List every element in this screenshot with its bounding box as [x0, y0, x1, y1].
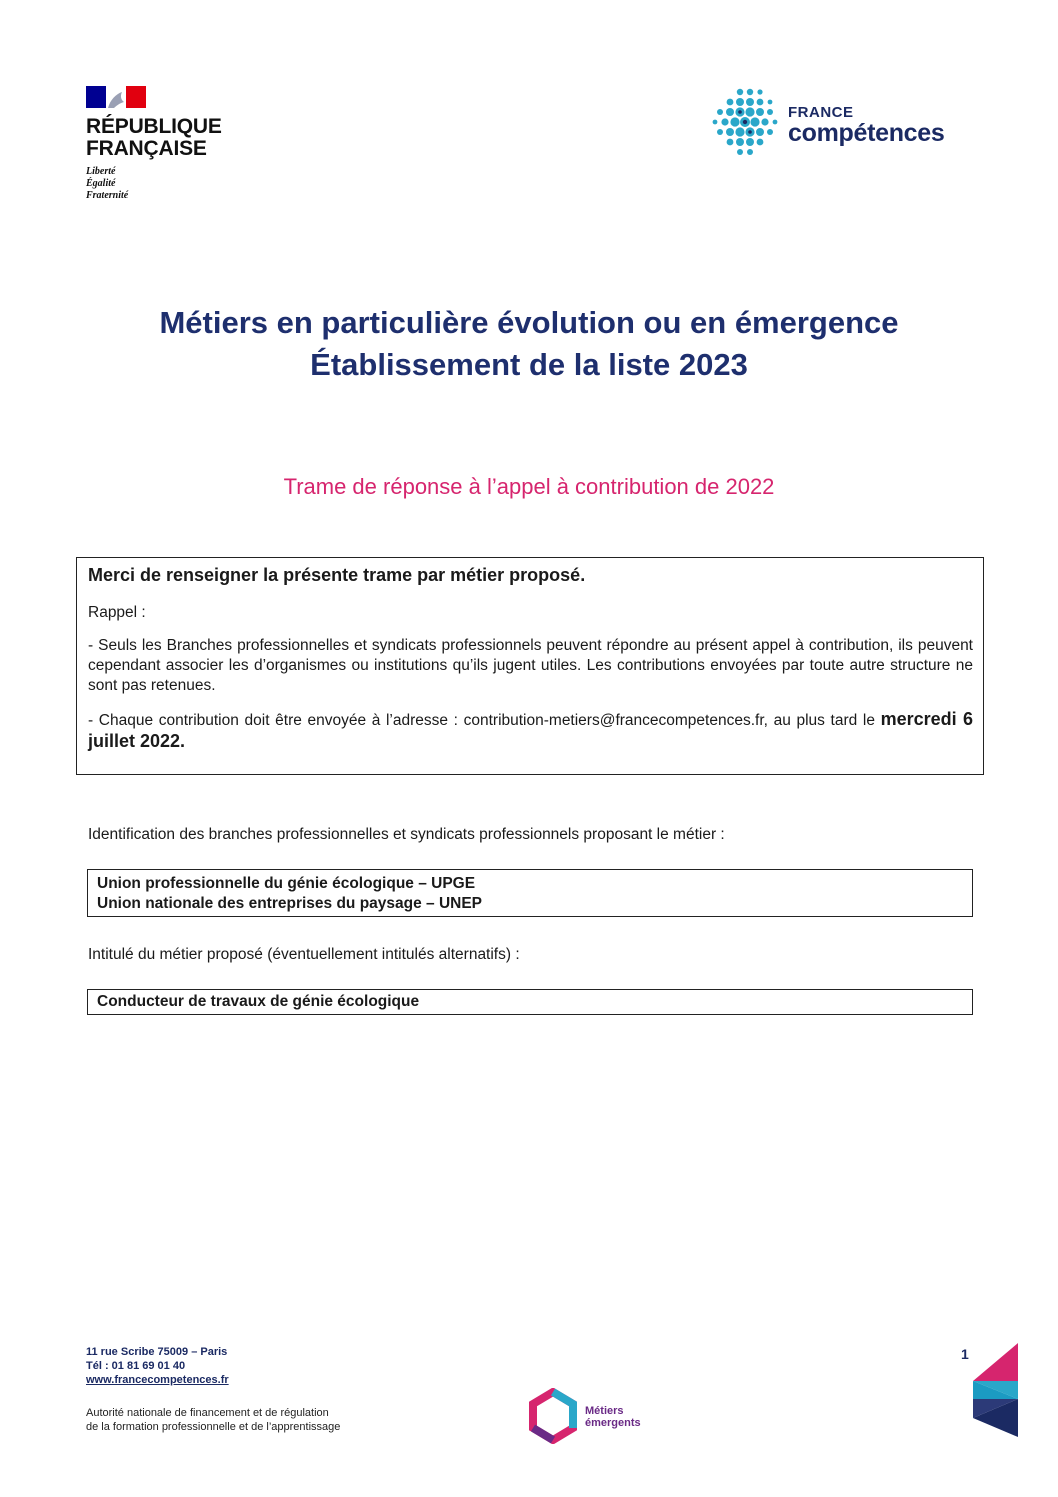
hexagon-ring-icon	[527, 1388, 579, 1444]
title-line1: Métiers en particulière évolution ou en émergence	[159, 305, 899, 340]
hexagon-dots-icon	[710, 86, 780, 158]
rf-motto-fraternite: Fraternité	[86, 190, 129, 201]
france-competences-logo	[710, 86, 970, 161]
fc-logo-competences: compétences	[788, 119, 945, 147]
identification-label: Identification des branches professionnelles et syndicats professionnels proposant le métier :	[88, 826, 725, 843]
footer-authority-line2: de la formation professionnelle et de l’apprentissage	[86, 1421, 341, 1433]
rf-name-line1: RÉPUBLIQUE	[86, 115, 222, 138]
deadline-date: mercredi 6 juillet 2022.	[88, 709, 973, 751]
rf-name-line2: FRANÇAISE	[86, 137, 207, 160]
rappel-label: Rappel :	[88, 604, 146, 621]
footer-phone: Tél : 01 81 69 01 40	[86, 1360, 186, 1372]
footer-address: 11 rue Scribe 75009 – Paris	[86, 1346, 228, 1358]
fc-logo-france: FRANCE	[788, 104, 854, 121]
identification-entry-unep: Union nationale des entreprises du paysage – UNEP	[97, 895, 483, 912]
footer-website-link[interactable]: www.francecompetences.fr	[86, 1374, 229, 1386]
title-line2: Établissement de la liste 2023	[310, 347, 748, 382]
metier-field: Conducteur de travaux de génie écologique	[87, 989, 973, 1015]
rappel-point-2	[88, 709, 973, 753]
rappel-point-1: - Seuls les Branches professionnelles et syndicats professionnels peuvent répondre au présent appel à contribution, ils peuvent cependant associer les d’organismes ou institutions qu’ils jugent utiles. Les contributions envoyées par toute autre structure ne sont pas retenues.	[88, 637, 973, 694]
document-subtitle: Trame de réponse à l’appel à contribution de 2022	[283, 474, 775, 499]
rf-motto-liberte: Liberté	[86, 166, 116, 177]
marianne-flag-icon	[86, 86, 146, 108]
corner-decoration-icon	[973, 1343, 1018, 1437]
metiers-emergents-logo	[527, 1388, 657, 1444]
me-logo-line1: Métiers	[585, 1405, 624, 1417]
me-logo-line2: émergents	[585, 1417, 641, 1429]
document-title	[0, 302, 1058, 386]
identification-entry-upge: Union professionnelle du génie écologique – UPGE	[97, 875, 476, 892]
rf-motto-egalite: Égalité	[86, 178, 116, 189]
metiers-emergents-text	[585, 1405, 641, 1429]
rappel-point-2-text: - Chaque contribution doit être envoyée à l’adresse : contribution-metiers@francecompetences.fr, au plus tard le	[88, 712, 881, 729]
footer-authority-line1: Autorité nationale de financement et de régulation	[86, 1407, 329, 1419]
identification-field	[87, 869, 973, 917]
instructions-heading: Merci de renseigner la présente trame par métier proposé.	[88, 565, 586, 585]
page-number: 1	[961, 1346, 969, 1362]
metier-label: Intitulé du métier proposé (éventuellement intitulés alternatifs) :	[88, 946, 520, 963]
instructions-box	[76, 557, 984, 775]
